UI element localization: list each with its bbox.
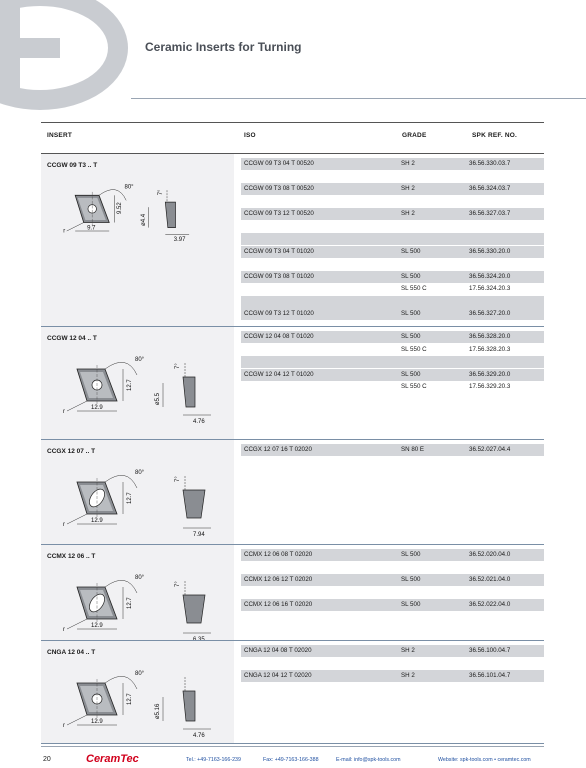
grade-cell: SL 500 (401, 551, 421, 558)
angle-arc (105, 580, 137, 593)
clearance-dim-label: 7° (175, 581, 181, 587)
footer-rule (41, 746, 544, 747)
insert-drawing (41, 641, 234, 743)
insert-side-view (183, 490, 205, 518)
table-row (241, 283, 544, 295)
clearance-dim-label: 7° (175, 363, 181, 369)
insert-drawing-panel (41, 154, 234, 326)
group-rows (241, 158, 544, 321)
iso-cell: CCGW 09 T3 08 T 01020 (244, 272, 314, 280)
table-row (241, 381, 544, 393)
grade-cell: SH 2 (401, 185, 415, 192)
grade-cell: SN 80 E (401, 446, 425, 453)
ref-cell: 36.52.021.04.0 (469, 576, 511, 583)
insert-name: CCGX 12 07 .. T (47, 448, 96, 455)
insert-side-view (165, 202, 175, 228)
iso-cell: CCGW 09 T3 04 T 01020 (244, 247, 314, 255)
table-row (241, 562, 544, 574)
group-rows (241, 645, 544, 683)
radius-leader (67, 223, 84, 232)
grade-cell: SL 500 (401, 310, 421, 317)
table-row (241, 258, 544, 270)
logo-crossbar (0, 38, 60, 58)
radius-dim-label: r (63, 627, 65, 633)
table-row (241, 183, 544, 195)
insert-group (41, 154, 544, 327)
grade-cell: SH 2 (401, 647, 415, 654)
height-dim-label: 12.7 (127, 379, 133, 391)
table-row (241, 549, 544, 561)
hole-dim-label: ø5.5 (155, 392, 161, 405)
insert-drawing-panel (41, 327, 234, 439)
footer-website: Website: spk-tools.com • ceramtec.com (438, 757, 531, 763)
height-dim-label: 12.7 (127, 597, 133, 609)
angle-arc (105, 676, 137, 689)
iso-cell: CCGW 12 04 08 T 01020 (244, 333, 314, 340)
insert-drawing (41, 545, 234, 640)
table-row (241, 331, 544, 343)
footer-fax: Fax: +49-7163-166-388 (263, 757, 319, 763)
iso-cell: CCMX 12 06 08 T 02020 (244, 551, 313, 558)
header-iso: ISO (244, 132, 256, 139)
grade-cell: SL 500 (401, 247, 421, 255)
iso-cell: CCGW 09 T3 12 T 00520 (244, 210, 314, 217)
table-row (241, 356, 544, 368)
table-row (241, 171, 544, 183)
footer-tel: Tel.: +49-7163-166-239 (186, 757, 241, 763)
table-row (241, 599, 544, 611)
grade-cell: SL 500 (401, 333, 421, 340)
iso-cell: CCMX 12 06 12 T 02020 (244, 576, 313, 583)
insert-group (41, 327, 544, 440)
insert-drawing (41, 154, 234, 326)
table-row (241, 296, 544, 308)
ref-cell: 36.56.324.03.7 (469, 185, 511, 192)
height-dim-label: 12.7 (127, 693, 133, 705)
ref-cell: 36.56.101.04.7 (469, 672, 511, 679)
grade-cell: SH 2 (401, 210, 415, 217)
ref-cell: 36.52.022.04.0 (469, 601, 511, 608)
table-row (241, 587, 544, 599)
radius-leader (67, 514, 87, 524)
length-dim-label: 12.9 (91, 623, 103, 629)
clearance-dim-label: 7° (175, 476, 181, 482)
length-dim-label: 12.9 (91, 719, 103, 725)
insert-name: CCGW 09 T3 .. T (47, 162, 98, 169)
thickness-dim-label: 4.76 (193, 733, 205, 739)
ref-cell: 36.56.328.20.0 (469, 333, 511, 340)
iso-cell: CCMX 12 06 16 T 02020 (244, 601, 313, 608)
ref-cell: 36.56.329.20.0 (469, 370, 511, 378)
grade-cell: SL 550 C (401, 345, 427, 353)
ref-cell: 36.56.327.03.7 (469, 210, 511, 217)
insert-drawing-panel (41, 440, 234, 544)
header-insert: INSERT (47, 132, 73, 139)
ref-cell: 17.56.329.20.3 (469, 383, 511, 390)
insert-group (41, 440, 544, 545)
header-grade: GRADE (402, 132, 427, 139)
table-row (241, 246, 544, 258)
table-row (241, 344, 544, 356)
radius-dim-label: r (63, 723, 65, 729)
insert-table (41, 122, 544, 744)
angle-arc (99, 190, 126, 201)
iso-cell: CNGA 12 04 12 T 02020 (244, 672, 312, 679)
ref-cell: 17.56.328.20.3 (469, 345, 511, 353)
thickness-dim-label: 4.76 (193, 419, 205, 425)
insert-group (41, 545, 544, 641)
grade-cell: SH 2 (401, 672, 415, 679)
grade-cell: SL 550 C (401, 285, 427, 292)
grade-cell: SL 550 C (401, 383, 427, 390)
height-dim-label: 12.7 (127, 492, 133, 504)
ref-cell: 36.56.324.20.0 (469, 272, 511, 280)
clearance-dim-label: 7° (157, 189, 164, 196)
angle-dim-label: 80° (135, 470, 145, 476)
table-header (41, 122, 544, 154)
brand-logo: CeramTec (86, 753, 139, 765)
grade-cell: SL 500 (401, 601, 421, 608)
angle-arc (105, 362, 137, 375)
insert-side-view (183, 595, 205, 623)
iso-cell: CCGW 09 T3 04 T 00520 (244, 160, 314, 167)
group-rows (241, 549, 544, 612)
iso-cell: CCGW 12 04 12 T 01020 (244, 370, 314, 378)
hole-dim-label: ø5.16 (155, 703, 161, 719)
iso-cell: CCGW 09 T3 12 T 01020 (244, 310, 314, 317)
radius-dim-label: r (63, 522, 65, 528)
angle-arc (105, 475, 137, 488)
insert-side-view (183, 691, 195, 721)
grade-cell: SH 2 (401, 160, 415, 167)
table-row (241, 196, 544, 208)
page-title: Ceramic Inserts for Turning (145, 40, 302, 54)
ref-cell: 36.52.027.04.4 (469, 446, 511, 453)
insert-groups (41, 154, 544, 744)
table-row (241, 221, 544, 233)
radius-dim-label: r (63, 228, 66, 235)
angle-dim-label: 80° (135, 575, 145, 581)
ref-cell: 17.56.324.20.3 (469, 285, 511, 292)
table-row (241, 158, 544, 170)
grade-cell: SL 500 (401, 576, 421, 583)
table-row (241, 574, 544, 586)
radius-dim-label: r (63, 409, 65, 415)
length-dim-label: 12.9 (91, 518, 103, 524)
footer-email: E-mail: info@spk-tools.com (336, 757, 401, 763)
angle-dim-label: 80° (124, 184, 134, 191)
iso-cell: CCGW 09 T3 08 T 00520 (244, 185, 314, 192)
length-dim-label: 9.7 (87, 225, 96, 232)
radius-leader (67, 619, 87, 629)
insert-name: CNGA 12 04 .. T (47, 649, 96, 656)
ref-cell: 36.56.100.04.7 (469, 647, 511, 654)
grade-cell: SL 500 (401, 370, 421, 378)
length-dim-label: 12.9 (91, 405, 103, 411)
insert-drawing (41, 327, 234, 439)
page-number: 20 (43, 756, 51, 763)
table-row (241, 658, 544, 670)
table-row (241, 233, 544, 245)
insert-drawing (41, 440, 234, 544)
insert-drawing-panel (41, 545, 234, 640)
insert-group (41, 641, 544, 744)
grade-cell: SL 500 (401, 272, 421, 280)
radius-leader (67, 715, 87, 725)
thickness-dim-label: 3.97 (173, 237, 186, 244)
table-row (241, 271, 544, 283)
ref-cell: 36.52.020.04.0 (469, 551, 511, 558)
group-rows (241, 444, 544, 457)
insert-drawing-panel (41, 641, 234, 743)
table-row (241, 308, 544, 320)
table-row (241, 645, 544, 657)
insert-name: CCMX 12 06 .. T (47, 553, 96, 560)
table-row (241, 369, 544, 381)
ref-cell: 36.56.327.20.0 (469, 310, 511, 317)
header-rule (131, 98, 586, 99)
angle-dim-label: 80° (135, 671, 145, 677)
iso-cell: CNGA 12 04 08 T 02020 (244, 647, 312, 654)
hole-dim-label: ø4.4 (140, 213, 147, 226)
table-row (241, 670, 544, 682)
thickness-dim-label: 7.94 (193, 532, 205, 538)
insert-name: CCGW 12 04 .. T (47, 335, 97, 342)
header-ref: SPK REF. NO. (472, 132, 518, 139)
thickness-dim-label: 6.35 (193, 637, 205, 640)
ref-cell: 36.56.330.03.7 (469, 160, 511, 167)
insert-side-view (183, 377, 195, 407)
radius-leader (67, 401, 87, 411)
angle-dim-label: 80° (135, 357, 145, 363)
table-row (241, 208, 544, 220)
ref-cell: 36.56.330.20.0 (469, 247, 511, 255)
table-row (241, 444, 544, 456)
height-dim-label: 9.52 (117, 202, 124, 214)
group-rows (241, 331, 544, 394)
iso-cell: CCGX 12 07 16 T 02020 (244, 446, 312, 453)
